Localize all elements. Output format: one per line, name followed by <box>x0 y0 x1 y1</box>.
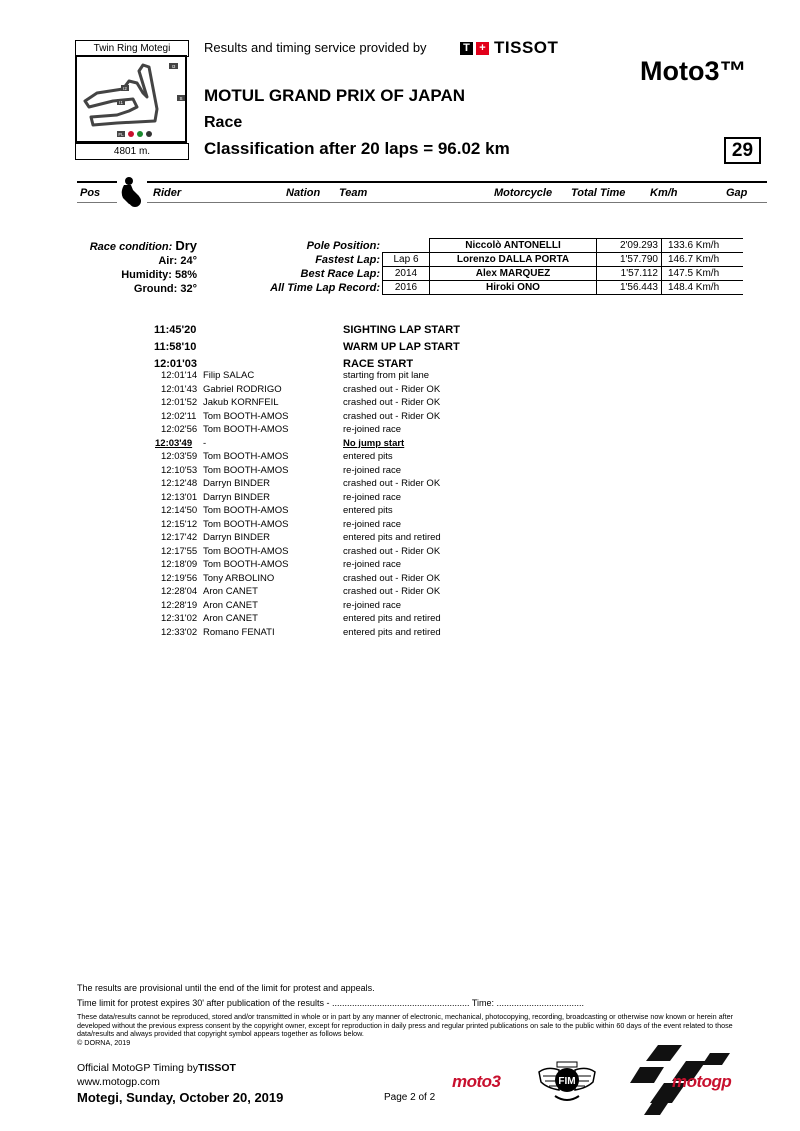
event-rider: Jakub KORNFEIL <box>203 397 279 408</box>
event-text: re-joined race <box>343 518 402 530</box>
event-text: re-joined race <box>343 599 402 611</box>
record-label-pole: Pole Position: <box>306 240 380 252</box>
col-kmh: Km/h <box>650 187 678 199</box>
main-event-text: WARM UP LAP START <box>343 341 460 353</box>
main-event-text: RACE START <box>343 358 414 370</box>
event-time: 12:02'11 <box>161 410 197 422</box>
col-nation: Nation <box>286 187 321 199</box>
event-text: crashed out - Rider OK <box>343 572 441 584</box>
motorcycle-rider-icon <box>117 176 145 213</box>
event-text: No jump start <box>343 437 405 449</box>
protest-notice: Time limit for protest expires 30' after publication of the results - ....................................................... Time: ................................... <box>77 998 585 1008</box>
event-rider: Tony ARBOLINO <box>203 572 275 584</box>
provider-text: Results and timing service provided by <box>204 40 427 55</box>
col-motorcycle: Motorcycle <box>494 187 553 199</box>
event-rider: Romano FENATI <box>203 626 275 638</box>
col-rider: Rider <box>153 187 182 199</box>
page-badge: 29 <box>724 137 761 164</box>
event-time: 12:15'12 <box>161 518 198 530</box>
record-rider: Hiroki ONO <box>430 281 597 295</box>
tissot-logo <box>460 38 558 58</box>
provisional-notice: The results are provisional until the end of the limit for protest and appeals. <box>77 983 375 993</box>
col-team: Team <box>339 187 368 199</box>
event-time: 12:01'14 <box>161 370 198 381</box>
event-text: entered pits and retired <box>343 626 441 638</box>
record-row <box>383 253 744 267</box>
event-rider: Darryn BINDER <box>203 478 271 489</box>
dorna-copyright: © DORNA, 2019 <box>77 1037 131 1047</box>
event-text: starting from pit lane <box>343 370 430 381</box>
record-speed: 146.7 Km/h <box>662 253 744 267</box>
event-text: entered pits <box>343 451 393 462</box>
event-rider: Darryn BINDER <box>203 532 271 543</box>
event-time: 12:17'55 <box>161 545 198 557</box>
record-speed: 148.4 Km/h <box>662 281 744 295</box>
header-rule-bottom-left <box>77 202 117 203</box>
official-timing-text: Official MotoGP Timing by <box>77 1062 198 1074</box>
record-time: 1'57.790 <box>597 253 662 267</box>
track-map-icon <box>77 57 185 141</box>
event-text: crashed out - Rider OK <box>343 586 441 597</box>
event-text: entered pits and retired <box>343 613 441 624</box>
event-time: 12:10'53 <box>161 464 198 476</box>
col-pos: Pos <box>80 187 101 199</box>
header-rule-top <box>147 181 767 183</box>
main-event-time: 11:58'10 <box>154 341 197 353</box>
event-time: 12:01'52 <box>161 397 198 408</box>
col-gap: Gap <box>726 187 748 199</box>
event-rider: Tom BOOTH-AMOS <box>203 424 289 435</box>
location-date: Motegi, Sunday, October 20, 2019 <box>77 1090 284 1105</box>
event-text: crashed out - Rider OK <box>343 478 441 489</box>
copyright-text: These data/results cannot be reproduced, stored and/or transmitted in whole or in part by any manner of electronic, mechanical, photocopying, recording, broadcasting or otherwise now known or herein after developed without the previous express consent by the copyright owner, except for reproduction in daily press and regular printed publications on sale to the public within 60 days of the event related to those data/results and always provided that copyright symbol appears together as follows below. <box>77 1012 734 1039</box>
event-time: 12:33'02 <box>161 626 198 638</box>
record-rider: Alex MARQUEZ <box>430 267 597 281</box>
event-text: re-joined race <box>343 559 402 570</box>
record-time: 2'09.293 <box>597 239 662 253</box>
event-rider: Tom BOOTH-AMOS <box>203 559 289 570</box>
event-time: 12:28'19 <box>161 599 198 611</box>
event-time: 12:28'04 <box>161 586 198 597</box>
record-time: 1'57.112 <box>597 267 662 281</box>
event-time: 12:31'02 <box>161 613 198 624</box>
record-label-best: Best Race Lap: <box>300 268 380 280</box>
session-title: Race <box>204 114 243 131</box>
page-number: Page 2 of 2 <box>384 1092 436 1103</box>
event-rider: Darryn BINDER <box>203 491 271 503</box>
event-text: entered pits and retired <box>343 532 441 543</box>
official-timing <box>77 1062 236 1074</box>
event-time: 12:01'43 <box>161 383 198 395</box>
event-time: 12:12'48 <box>161 478 198 489</box>
event-text: crashed out - Rider OK <box>343 397 441 408</box>
race-condition-label: Race condition: <box>89 241 173 253</box>
event-time: 12:03'59 <box>161 451 198 462</box>
main-event-time: 11:45'20 <box>154 324 197 336</box>
record-rider: Lorenzo DALLA PORTA <box>430 253 597 267</box>
record-info: 2016 <box>383 281 430 295</box>
event-time: 12:17'42 <box>161 532 198 543</box>
race-condition <box>80 238 197 253</box>
event-time: 12:18'09 <box>161 559 198 570</box>
record-label-fastest: Fastest Lap: <box>315 254 380 266</box>
header-rule-bottom <box>147 202 767 203</box>
event-text: crashed out - Rider OK <box>343 410 441 422</box>
event-rider: Aron CANET <box>203 599 258 611</box>
event-rider: Filip SALAC <box>203 370 255 381</box>
main-event-text: SIGHTING LAP START <box>343 324 460 336</box>
website-link[interactable]: www.motogp.com <box>77 1076 160 1088</box>
copyright-notice <box>77 1013 747 1047</box>
event-rider: - <box>203 437 207 449</box>
record-time: 1'56.443 <box>597 281 662 295</box>
event-rider: Tom BOOTH-AMOS <box>203 505 289 516</box>
record-rider: Niccolò ANTONELLI <box>430 239 597 253</box>
record-info: 2014 <box>383 267 430 281</box>
event-text: re-joined race <box>343 464 402 476</box>
track-length: 4801 m. <box>75 143 189 160</box>
event-rider: Gabriel RODRIGO <box>203 383 282 395</box>
fim-logo <box>537 1060 597 1109</box>
record-info <box>383 239 430 253</box>
event-time: 12:14'50 <box>161 505 198 516</box>
record-row <box>383 281 744 295</box>
event-title: MOTUL GRAND PRIX OF JAPAN <box>204 86 465 105</box>
records-table <box>382 238 743 295</box>
race-condition-value: Dry <box>175 238 197 253</box>
map-label-i2: I2 <box>123 86 127 91</box>
motogp-wordmark: motogp <box>672 1072 732 1091</box>
track-name: Twin Ring Motegi <box>75 40 189 57</box>
event-time: 12:02'56 <box>161 424 198 435</box>
event-rider: Tom BOOTH-AMOS <box>203 518 289 530</box>
event-text: crashed out - Rider OK <box>343 545 441 557</box>
moto3-logo: moto3 <box>452 1072 501 1091</box>
event-rider: Tom BOOTH-AMOS <box>203 451 289 462</box>
event-rider: Aron CANET <box>203 613 258 624</box>
track-map <box>75 55 187 143</box>
map-label-s: S <box>179 96 183 101</box>
record-speed: 147.5 Km/h <box>662 267 744 281</box>
event-time: 12:13'01 <box>161 491 198 503</box>
event-rider: Tom BOOTH-AMOS <box>203 464 289 476</box>
event-text: crashed out - Rider OK <box>343 383 441 395</box>
map-label-fl: FL <box>118 132 124 137</box>
main-event-time: 12:01'03 <box>154 358 197 370</box>
air-temp: Air: 24° <box>158 255 197 267</box>
official-timing-brand: TISSOT <box>198 1062 236 1074</box>
event-time: 12:19'56 <box>161 572 198 584</box>
header-rule-left <box>77 181 117 183</box>
map-label-i1: I1 <box>119 100 123 105</box>
event-text: re-joined race <box>343 491 402 503</box>
fim-text: FIM <box>558 1076 576 1087</box>
event-time: 12:03'49 <box>155 437 193 449</box>
map-label-i3: I3 <box>171 64 176 69</box>
record-label-alltime: All Time Lap Record: <box>270 282 380 294</box>
tissot-wordmark: TISSOT <box>494 38 559 57</box>
record-info: Lap 6 <box>383 253 430 267</box>
classification-title: Classification after 20 laps = 96.02 km <box>204 139 510 158</box>
record-row <box>383 267 744 281</box>
tissot-t-icon: T <box>460 42 473 55</box>
record-row <box>383 239 744 253</box>
swiss-cross-icon: + <box>476 42 489 55</box>
event-rider: Tom BOOTH-AMOS <box>203 410 289 422</box>
humidity: Humidity: 58% <box>121 269 197 281</box>
event-text: entered pits <box>343 505 393 516</box>
event-text: re-joined race <box>343 424 402 435</box>
event-rider: Aron CANET <box>203 586 258 597</box>
category-title: Moto3™ <box>640 56 747 86</box>
ground-temp: Ground: 32° <box>133 283 197 295</box>
col-total-time: Total Time <box>571 187 626 199</box>
event-rider: Tom BOOTH-AMOS <box>203 545 289 557</box>
record-speed: 133.6 Km/h <box>662 239 744 253</box>
